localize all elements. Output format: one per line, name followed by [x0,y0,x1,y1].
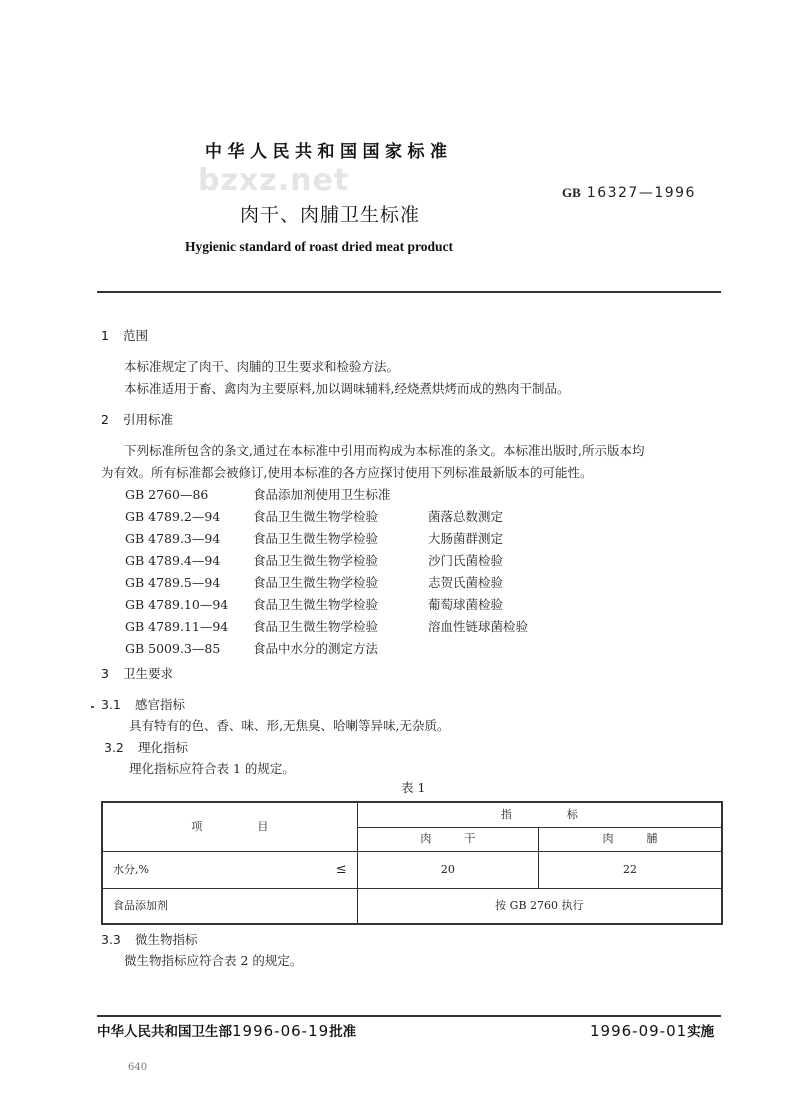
scan-speck [91,706,94,708]
row-value-roufu: 22 [539,851,722,888]
reference-item [125,597,503,613]
section-title: 卫生要求 [123,666,174,681]
table-1 [101,801,723,925]
standard-code [562,184,696,202]
row-merged-value: 按 GB 2760 执行 [357,888,722,924]
subsection-title: 理化指标 [138,740,189,755]
reference-title: 食品卫生微生物学检验 [253,509,379,524]
reference-code: GB 4789.5—94 [125,575,221,590]
header-rougan: 肉 干 [357,827,538,851]
less-equal-symbol: ≤ [335,861,347,877]
table-row [102,888,722,924]
reference-item [125,575,503,591]
section-number: 2 [101,412,109,427]
standard-code-prefix: GB [562,185,581,200]
header-divider [97,291,721,293]
section-3-2-text: 理化指标应符合表 1 的规定。 [129,761,295,776]
section-number: 1 [101,328,109,343]
reference-code: GB 4789.4—94 [125,553,221,568]
subsection-number: 3.2 [104,740,124,755]
row-value-rougan: 20 [357,851,538,888]
section-title: 范围 [123,328,149,343]
reference-code: GB 2760—86 [125,487,209,502]
reference-code: GB 4789.10—94 [125,597,229,612]
reference-title: 食品中水分的测定方法 [253,641,379,656]
reference-title: 食品添加剂使用卫生标准 [253,487,391,502]
reference-title: 食品卫生微生物学检验 [253,619,379,634]
row-item [102,851,357,888]
section-title: 引用标准 [123,412,174,427]
approve-date: 1996-06-19 [232,1022,330,1040]
standard-title-cn: 肉干、肉脯卫生标准 [240,204,421,226]
reference-item [125,487,391,503]
reference-subtitle: 溶血性链球菌检验 [428,619,529,634]
reference-item [125,619,528,635]
national-standard-heading: 中华人民共和国国家标准 [205,142,453,162]
reference-title: 食品卫生微生物学检验 [253,597,379,612]
reference-item [125,553,503,569]
reference-code: GB 4789.11—94 [125,619,229,634]
reference-item [125,641,378,657]
reference-subtitle: 沙门氏菌检验 [428,553,504,568]
reference-code: GB 5009.3—85 [125,641,221,656]
reference-subtitle: 葡萄球菌检验 [428,597,504,612]
effective-suffix: 实施 [687,1024,715,1040]
reference-item [125,509,503,525]
header-roufu: 肉 脯 [539,827,722,851]
section-2-intro-line-2: 为有效。所有标准都会被修订,使用本标准的各方应探讨使用下列标准最新版本的可能性。 [101,465,593,480]
reference-code: GB 4789.2—94 [125,509,221,524]
row-item-label: 食品添加剂 [102,888,357,924]
reference-item [125,531,503,547]
section-2-intro-line-1: 下列标准所包含的条文,通过在本标准中引用而构成为本标准的条文。本标准出版时,所示版本均 [124,443,645,458]
section-1-para-1: 本标准规定了肉干、肉脯的卫生要求和检验方法。 [124,359,400,374]
reference-title: 食品卫生微生物学检验 [253,553,379,568]
header-index: 指 标 [357,802,722,827]
row-item-label: 水分,% [113,862,149,876]
table-row [102,851,722,888]
subsection-number: 3.3 [101,932,121,947]
subsection-title: 微生物指标 [135,932,198,947]
table-header-row [102,802,722,827]
effective-date: 1996-09-01 [590,1022,688,1040]
reference-subtitle: 大肠菌群测定 [428,531,504,546]
section-3-3-text: 微生物指标应符合表 2 的规定。 [124,953,303,968]
reference-subtitle: 志贺氏菌检验 [428,575,504,590]
watermark: bzxz.net [198,163,350,198]
section-3-heading [101,666,173,682]
section-1-para-2: 本标准适用于畜、禽肉为主要原料,加以调味辅料,经烧煮烘烤而成的熟肉干制品。 [124,381,570,396]
reference-title: 食品卫生微生物学检验 [253,531,379,546]
approver: 中华人民共和国卫生部 [97,1024,232,1040]
standard-code-number: 16327—1996 [586,185,696,201]
section-3-1-text: 具有特有的色、香、味、形,无焦臭、哈喇等异味,无杂质。 [129,718,450,733]
section-3-1-heading [101,697,185,713]
section-1-heading [101,328,148,344]
approval-line [97,1022,356,1041]
subsection-title: 感官指标 [135,697,186,712]
section-3-2-heading [104,740,188,756]
reference-subtitle: 菌落总数测定 [428,509,504,524]
approve-suffix: 批准 [329,1024,357,1040]
reference-code: GB 4789.3—94 [125,531,221,546]
reference-title: 食品卫生微生物学检验 [253,575,379,590]
header-item: 项 目 [102,802,357,851]
effective-line [590,1022,714,1041]
section-2-heading [101,412,173,428]
section-3-3-heading [101,932,198,948]
page-number: 640 [128,1062,148,1073]
footer-divider [97,1015,721,1017]
standard-title-en: Hygienic standard of roast dried meat product [185,239,453,254]
section-number: 3 [101,666,109,681]
subsection-number: 3.1 [101,697,121,712]
table-1-caption: 表 1 [401,780,426,795]
